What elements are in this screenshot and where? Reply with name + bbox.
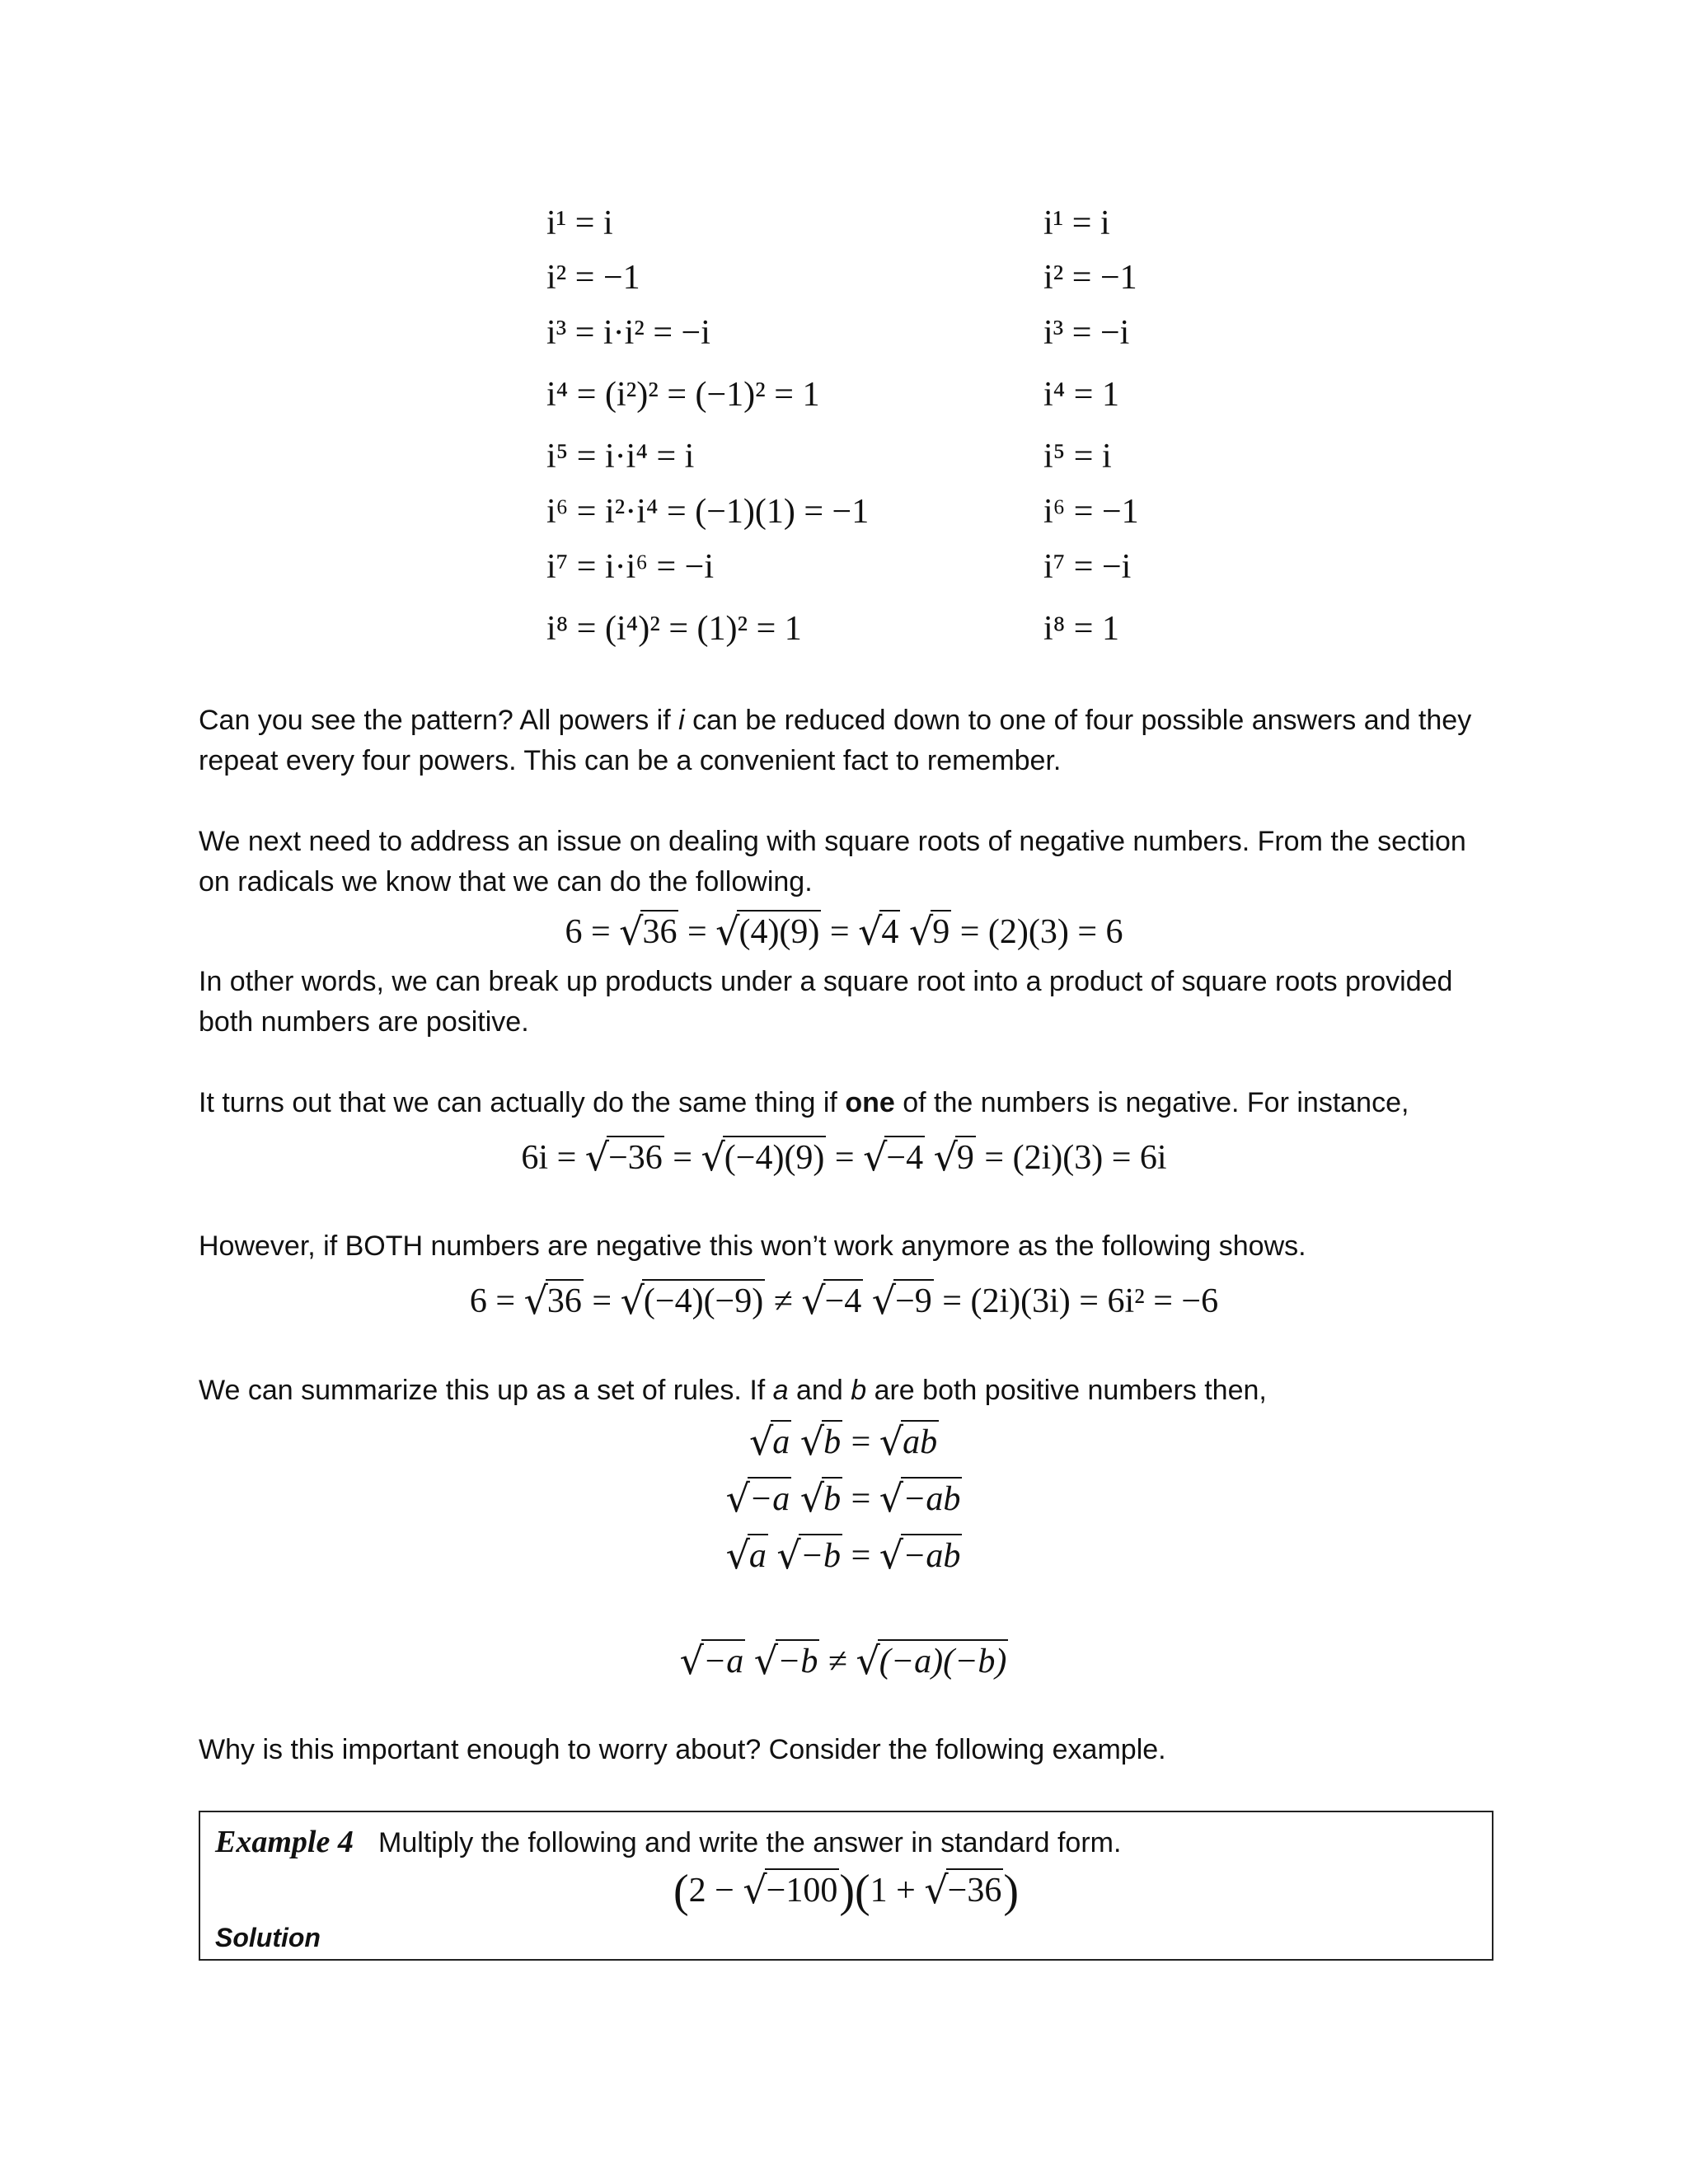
- radicand: 9: [955, 1136, 976, 1175]
- power-line: i⁴ = 1: [1043, 376, 1119, 414]
- radical: √−b: [753, 1638, 818, 1683]
- power-line: i³ = i·i² = −i: [546, 314, 710, 352]
- radical: √−36: [924, 1868, 1002, 1912]
- radical: √(−4)(−9): [620, 1278, 764, 1323]
- power-line: i⁷ = i·i⁶ = −i: [546, 548, 715, 586]
- eq-part: 1 +: [870, 1872, 916, 1910]
- radical: √a: [725, 1533, 767, 1577]
- radical: √−9: [871, 1278, 932, 1323]
- radicand: 9: [931, 910, 951, 949]
- radicand: −b: [799, 1537, 842, 1575]
- radical: √9: [933, 1135, 974, 1179]
- power-line: i⁶ = i²·i⁴ = (−1)(1) = −1: [546, 493, 870, 531]
- radical: √(4)(9): [715, 909, 820, 954]
- text: of the numbers is negative. For instance,: [894, 1087, 1409, 1118]
- variable-b: b: [851, 1375, 867, 1406]
- radicand: b: [823, 1480, 842, 1518]
- radical: √−4: [801, 1278, 862, 1323]
- rule-1: √a √b = √ab: [748, 1419, 938, 1464]
- radicand: −9: [893, 1279, 934, 1319]
- eq-lhs: 6 =: [565, 913, 611, 951]
- equation-both-negative: 6 = √36 = √(−4)(−9) ≠ √−4 √−9 = (2i)(3i) = 6i² = −6: [469, 1278, 1219, 1323]
- variable-a: a: [772, 1375, 789, 1406]
- radical: √(−a)(−b): [856, 1638, 1007, 1683]
- text: can be reduced down to one of four possible answers and they repeat every four powers. This can be a convenient fact to remember.: [199, 705, 1472, 776]
- text: are both positive numbers then,: [866, 1375, 1267, 1406]
- radicand: b: [823, 1423, 842, 1461]
- radical: √9: [908, 909, 950, 954]
- power-line: i¹ = i: [1043, 204, 1110, 242]
- eq-part: 2 −: [688, 1872, 734, 1910]
- eq-rhs: = (2i)(3i) = 6i² = −6: [942, 1282, 1219, 1320]
- example-equation: (2 − √−100)(1 + √−36): [673, 1866, 1019, 1917]
- radicand: −ab: [903, 1537, 961, 1575]
- radical: √b: [799, 1419, 842, 1464]
- radicand: −36: [607, 1136, 664, 1175]
- radicand: (−4)(−9): [642, 1279, 765, 1319]
- radicand: 4: [879, 910, 900, 949]
- power-line: i¹ = i: [546, 204, 613, 242]
- power-line: i⁶ = −1: [1043, 493, 1139, 531]
- radicand: −100: [765, 1868, 840, 1908]
- radical: √36: [523, 1278, 582, 1323]
- power-line: i⁵ = i: [1043, 438, 1112, 476]
- text: and: [788, 1375, 851, 1406]
- radical: √(−4)(9): [701, 1135, 825, 1179]
- radical: √b: [799, 1476, 842, 1521]
- power-line: i⁸ = 1: [1043, 610, 1119, 648]
- radical: √4: [858, 909, 899, 954]
- rule-2: √−a √b = √−ab: [725, 1476, 961, 1521]
- radical: √−a: [725, 1476, 790, 1521]
- radical: √−ab: [879, 1476, 961, 1521]
- eq-lhs: 6 =: [469, 1282, 516, 1320]
- paragraph-square-roots: We next need to address an issue on dealing with square roots of negative numbers. From the section on radicals we know that we can do the following.: [199, 826, 1466, 898]
- radical: √a: [748, 1419, 790, 1464]
- radical: √ab: [879, 1419, 938, 1464]
- paragraph-one-negative: [199, 1083, 1493, 1123]
- radical: √−b: [776, 1533, 842, 1577]
- power-line: i³ = −i: [1043, 314, 1130, 352]
- radicand: 36: [640, 910, 678, 949]
- rule-4: √−a √−b ≠ √(−a)(−b): [679, 1638, 1007, 1683]
- equation-positive: 6 = √36 = √(4)(9) = √4 √9 = (2)(3) = 6: [565, 909, 1123, 954]
- radical: √−4: [863, 1135, 924, 1179]
- radicand: (−4)(9): [723, 1136, 827, 1175]
- radicand: 36: [546, 1279, 584, 1319]
- power-line: i⁸ = (i⁴)² = (1)² = 1: [546, 610, 802, 648]
- example-title: Example 4: [215, 1825, 354, 1859]
- paragraph-rules-intro: [199, 1371, 1493, 1411]
- radicand: −b: [777, 1643, 818, 1680]
- radicand: a: [748, 1537, 767, 1575]
- power-line: i² = −1: [1043, 259, 1137, 297]
- solution-label: Solution: [215, 1923, 321, 1952]
- power-line: i² = −1: [546, 259, 640, 297]
- radicand: a: [772, 1423, 790, 1461]
- example-text: Multiply the following and write the answer in standard form.: [378, 1827, 1122, 1858]
- radical: √−ab: [879, 1533, 961, 1577]
- radicand: −a: [748, 1480, 790, 1518]
- radical: √36: [619, 909, 678, 954]
- radical: √−100: [743, 1868, 838, 1912]
- radicand: −4: [884, 1136, 925, 1175]
- eq-rhs: = (2i)(3) = 6i: [984, 1139, 1167, 1177]
- text: It turns out that we can actually do the same thing if: [199, 1087, 846, 1118]
- paragraph-pattern: [199, 701, 1493, 781]
- rule-3: √a √−b = √−ab: [725, 1533, 961, 1577]
- paragraph-break-up: In other words, we can break up products under a square root into a product of square roots provided both numbers are positive.: [199, 966, 1453, 1038]
- radical: √−a: [679, 1638, 744, 1683]
- paragraph-why-important: Why is this important enough to worry about? Consider the following example.: [199, 1734, 1166, 1765]
- radicand: (−a)(−b): [879, 1643, 1007, 1680]
- text: We can summarize this up as a set of rules. If: [199, 1375, 773, 1406]
- eq-rhs: = (2)(3) = 6: [959, 913, 1123, 951]
- radical: √−36: [584, 1135, 663, 1179]
- power-line: i⁴ = (i²)² = (−1)² = 1: [546, 376, 820, 414]
- power-line: i⁷ = −i: [1043, 548, 1132, 586]
- variable-i: i: [678, 705, 685, 736]
- radicand: −4: [823, 1279, 864, 1319]
- example-box: [199, 1811, 1493, 1961]
- power-line: i⁵ = i·i⁴ = i: [546, 438, 695, 476]
- eq-lhs: 6i =: [521, 1139, 577, 1177]
- bold-one: one: [845, 1087, 895, 1118]
- equation-one-negative: 6i = √−36 = √(−4)(9) = √−4 √9 = (2i)(3) = 6i: [521, 1135, 1167, 1179]
- paragraph-both-negative: However, if BOTH numbers are negative this won’t work anymore as the following shows.: [199, 1230, 1306, 1262]
- text: Can you see the pattern? All powers if: [199, 705, 679, 736]
- radicand: (4)(9): [737, 910, 821, 949]
- radicand: ab: [903, 1423, 938, 1461]
- radicand: −a: [702, 1643, 744, 1680]
- radicand: −ab: [903, 1480, 961, 1518]
- radicand: −36: [946, 1868, 1004, 1908]
